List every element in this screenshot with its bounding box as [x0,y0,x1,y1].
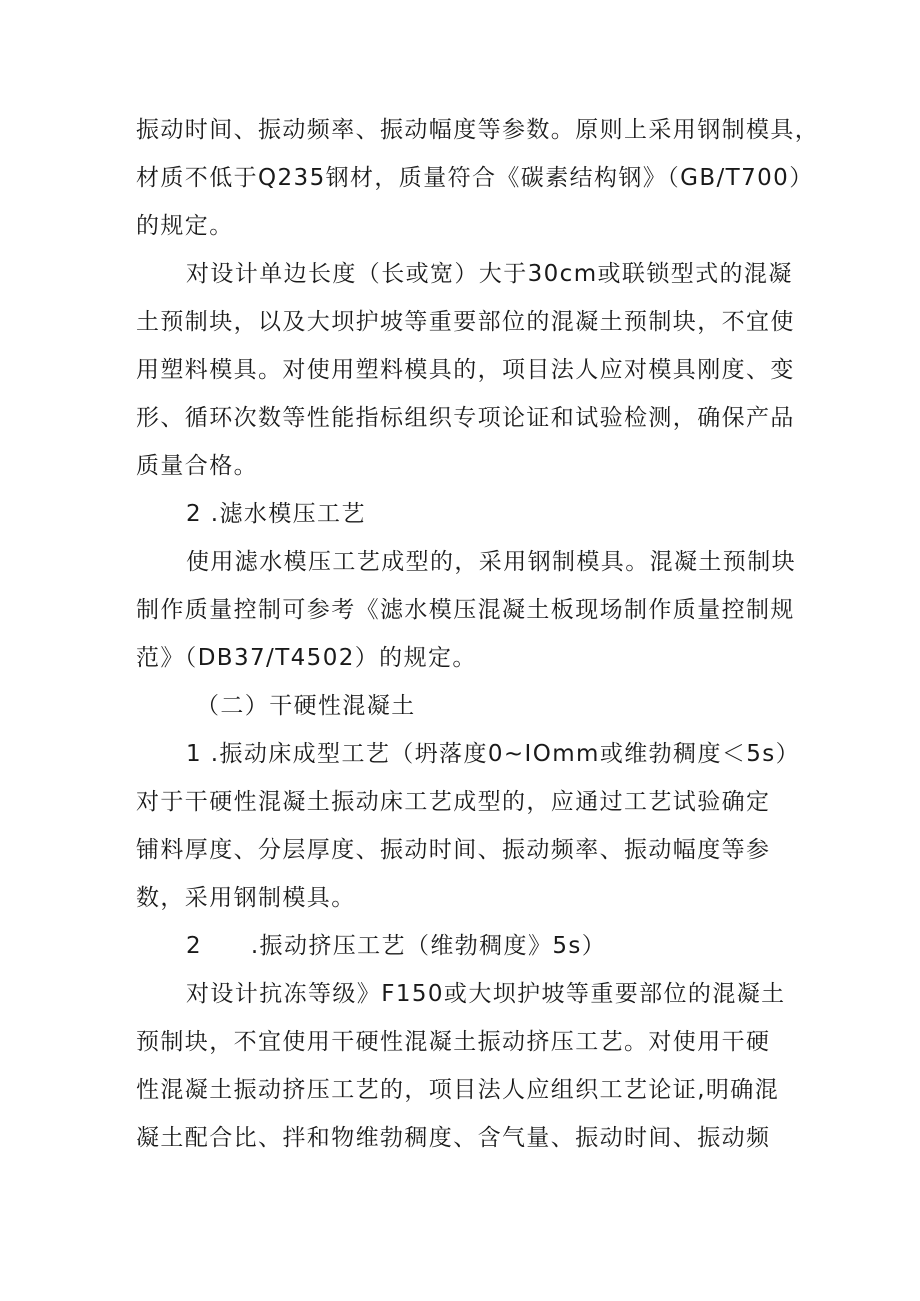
section-heading: 2 .振动挤压工艺（维勃稠度》5s） [186,933,607,959]
section-heading: 1 .振动床成型工艺（坍落度0~IOmm或维勃稠度＜5s） [186,741,801,767]
paragraph-line: 对设计单边长度（长或宽）大于30cm或联锁型式的混凝 [186,261,793,287]
paragraph-line: 制作质量控制可参考《滤水模压混凝土板现场制作质量控制规 [136,597,795,623]
paragraph-line: 数，采用钢制模具。 [136,885,356,911]
paragraph-line: 范》（DB37/T4502）的规定。 [136,645,477,671]
paragraph-line: 振动时间、振动频率、振动幅度等参数。原则上采用钢制模具， [136,117,820,143]
paragraph-line: 质量合格。 [136,453,258,479]
paragraph-line: 对设计抗冻等级》F150或大坝护坡等重要部位的混凝土 [186,981,786,1007]
paragraph-line: 用塑料模具。对使用塑料模具的，项目法人应对模具刚度、变 [136,357,795,383]
section-heading: （二）干硬性混凝土 [196,693,416,719]
section-heading: 2 .滤水模压工艺 [186,501,366,527]
paragraph-line: 形、循环次数等性能指标组织专项论证和试验检测，确保产品 [136,405,795,431]
paragraph-line: 铺料厚度、分层厚度、振动时间、振动频率、振动幅度等参 [136,837,771,863]
paragraph-line: 土预制块，以及大坝护坡等重要部位的混凝土预制块，不宜使 [136,309,795,335]
paragraph-line: 预制块，不宜使用干硬性混凝土振动挤压工艺。对使用干硬 [136,1029,771,1055]
paragraph-line: 性混凝土振动挤压工艺的，项目法人应组织工艺论证,明确混 [136,1077,780,1103]
paragraph-line: 材质不低于Q235钢材，质量符合《碳素结构钢》（GB/T700） [136,165,814,191]
paragraph-line: 使用滤水模压工艺成型的，采用钢制模具。混凝土预制块 [186,549,796,575]
paragraph-line: 对于干硬性混凝土振动床工艺成型的，应通过工艺试验确定 [136,789,771,815]
paragraph-line: 的规定。 [136,213,234,239]
paragraph-line: 凝土配合比、拌和物维勃稠度、含气量、振动时间、振动频 [136,1125,771,1151]
